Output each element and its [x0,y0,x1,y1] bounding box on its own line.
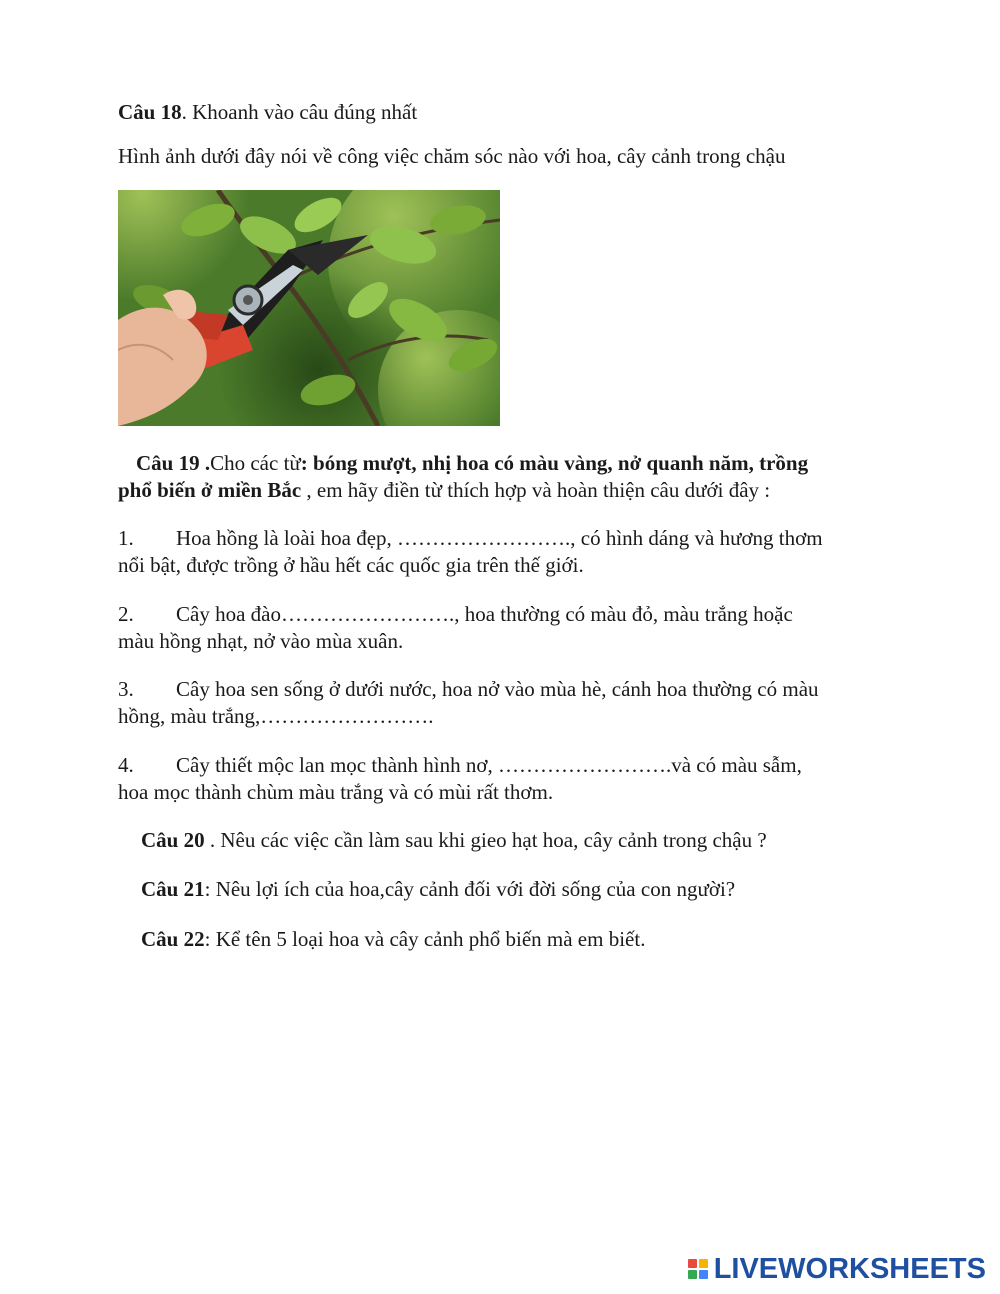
q22-text: : Kể tên 5 loại hoa và cây cảnh phổ biến mà em biết. [204,927,646,951]
logo-text: LIVEWORKSHEETS [713,1252,986,1285]
q18-label: Câu 18 [118,100,182,124]
q19-item-4-number: 4. [118,753,134,777]
q19-intro-rest: , em hãy điền từ thích hợp và hoàn thiện câu dưới đây : [301,478,771,502]
q19-item-2 [118,601,793,628]
logo-square-yellow [699,1259,708,1268]
pruning-photo [118,190,500,426]
q19-item-3-number: 3. [118,677,134,701]
q19-item-4 [118,752,802,779]
q20-text: . Nêu các việc cần làm sau khi gieo hạt hoa, cây cảnh trong chậu ? [204,828,767,852]
q19-item-3 [118,676,819,703]
liveworksheets-logo [688,1252,986,1286]
logo-grid-icon [688,1259,708,1279]
q19-item-4-line1: Cây thiết mộc lan mọc thành hình nơ, …………………….và có màu sẫm, [176,753,802,777]
q19-item-1-line2: nổi bật, được trồng ở hầu hết các quốc gia trên thế giới. [118,553,584,577]
logo-square-green [688,1270,697,1279]
q19-line1 [136,450,808,477]
q19-item-2-line1: Cây hoa đào……………………., hoa thường có màu đỏ, màu trắng hoặc [176,602,793,626]
q19-item-3-line1: Cây hoa sen sống ở dưới nước, hoa nở vào mùa hè, cánh hoa thường có màu [176,677,819,701]
q19-item-2-line2: màu hồng nhạt, nở vào mùa xuân. [118,629,404,653]
q22 [141,926,645,953]
q19-item-2-number: 2. [118,602,134,626]
q20-label: Câu 20 [141,828,205,852]
q22-label: Câu 22 [141,927,205,951]
q19-item-1-line1: Hoa hồng là loài hoa đẹp, ……………………., có hình dáng và hương thơm [176,526,823,550]
q19-item-3-line2: hồng, màu trắng,……………………. [118,704,434,728]
q19-item-1-number: 1. [118,526,134,550]
q19-words-line1: : bóng mượt, nhị hoa có màu vàng, nở quanh năm, trồng [300,451,809,475]
q19-item-4-line2: hoa mọc thành chùm màu trắng và có mùi rất thơm. [118,780,554,804]
q18-title-text: . Khoanh vào câu đúng nhất [181,100,418,124]
q18-title [118,99,417,126]
logo-square-blue [699,1270,708,1279]
q21-label: Câu 21 [141,877,205,901]
q21-text: : Nêu lợi ích của hoa,cây cảnh đối với đời sống của con người? [204,877,736,901]
q20 [141,827,767,854]
q21 [141,876,735,903]
q19-item-1 [118,525,823,552]
pruning-illustration [118,190,500,426]
q18-prompt: Hình ảnh dưới đây nói về công việc chăm sóc nào với hoa, cây cảnh trong chậu [118,144,786,168]
logo-square-red [688,1259,697,1268]
q19-intro: Cho các từ [210,451,301,475]
q19-label: Câu 19 . [136,451,211,475]
q19-words-line2: phổ biến ở miền Bắc [118,478,302,502]
q19-line2 [118,477,770,504]
